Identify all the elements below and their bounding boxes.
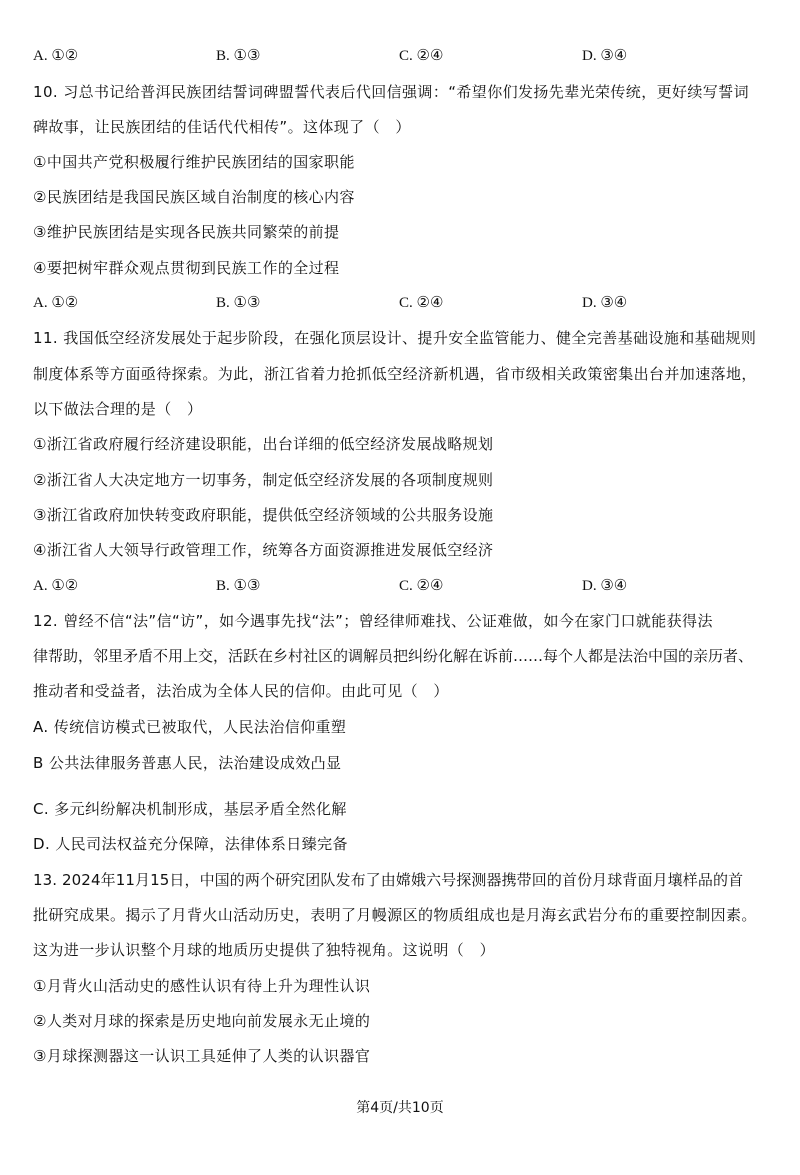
- q10-statement-2: ②民族团结是我国民族区域自治制度的核心内容: [33, 188, 355, 206]
- q13-stem-line: 这为进一步认识整个月球的地质历史提供了独特视角。这说明（ ）: [33, 941, 496, 959]
- q12-choice-a: A. 传统信访模式已被取代，人民法治信仰重塑: [33, 718, 347, 736]
- q12-stem-line: 律帮助，邻里矛盾不用上交，活跃在乡村社区的调解员把纠纷化解在诉前……每个人都是法治中国的亲历者、: [33, 647, 754, 665]
- q11-statement-4: ④浙江省人大领导行政管理工作，统筹各方面资源推进发展低空经济: [33, 541, 494, 559]
- q10-statement-4: ④要把树牢群众观点贯彻到民族工作的全过程: [33, 259, 340, 277]
- q10-option-a: A. ①②: [33, 295, 79, 311]
- q12-choice-c: C. 多元纠纷解决机制形成，基层矛盾全然化解: [33, 800, 347, 818]
- page-number-footer: 第4页/共10页: [356, 1100, 444, 1116]
- q11-statement-1: ①浙江省政府履行经济建设职能，出台详细的低空经济发展战略规划: [33, 435, 494, 453]
- q9-option-a: A. ①②: [33, 48, 79, 64]
- q10-statement-1: ①中国共产党积极履行维护民族团结的国家职能: [33, 153, 355, 171]
- q11-statement-3: ③浙江省政府加快转变政府职能，提供低空经济领域的公共服务设施: [33, 506, 494, 524]
- q12-stem-line: 12. 曾经不信“法”信“访”，如今遇事先找“法”；曾经律师难找、公证难做，如今在家门口就能获得法: [33, 612, 713, 630]
- q11-stem-line: 制度体系等方面亟待探索。为此，浙江省着力抢抓低空经济新机遇，省市级相关政策密集出台并加速落地，: [33, 365, 757, 383]
- q13-statement-2: ②人类对月球的探索是历史地向前发展永无止境的: [33, 1012, 371, 1030]
- q11-option-d: D. ③④: [582, 578, 628, 594]
- q10-option-c: C. ②④: [399, 295, 444, 311]
- q12-choice-d: D. 人民司法权益充分保障，法律体系日臻完备: [33, 835, 348, 853]
- q11-stem-line: 11. 我国低空经济发展处于起步阶段，在强化顶层设计、提升安全监管能力、健全完善基础设施和基础规则: [33, 329, 757, 347]
- q10-stem-line: 碑故事，让民族团结的佳话代代相传”。这体现了（ ）: [33, 118, 411, 136]
- q11-option-b: B. ①③: [216, 578, 261, 594]
- q11-option-c: C. ②④: [399, 578, 444, 594]
- q13-stem-line: 13. 2024年11月15日，中国的两个研究团队发布了由嫦娥六号探测器携带回的首份月球背面月壤样品的首: [33, 871, 744, 889]
- q11-statement-2: ②浙江省人大决定地方一切事务，制定低空经济发展的各项制度规则: [33, 471, 494, 489]
- q12-stem-line: 推动者和受益者，法治成为全体人民的信仰。由此可见（ ）: [33, 682, 449, 700]
- q11-stem-line: 以下做法合理的是（ ）: [33, 400, 203, 418]
- q9-option-d: D. ③④: [582, 48, 628, 64]
- q9-option-b: B. ①③: [216, 48, 261, 64]
- q10-stem-line: 10. 习总书记给普洱民族团结誓词碑盟誓代表后代回信强调：“希望你们发扬先辈光荣传统，更好续写誓词: [33, 83, 749, 101]
- q13-statement-1: ①月背火山活动史的感性认识有待上升为理性认识: [33, 977, 371, 995]
- q13-stem-line: 批研究成果。揭示了月背火山活动历史，表明了月幔源区的物质组成也是月海玄武岩分布的重要控制因素。: [33, 906, 757, 924]
- q10-option-b: B. ①③: [216, 295, 261, 311]
- q10-statement-3: ③维护民族团结是实现各民族共同繁荣的前提: [33, 223, 340, 241]
- q11-option-a: A. ①②: [33, 578, 79, 594]
- q9-option-c: C. ②④: [399, 48, 444, 64]
- q10-option-d: D. ③④: [582, 295, 628, 311]
- q13-statement-3: ③月球探测器这一认识工具延伸了人类的认识器官: [33, 1047, 371, 1065]
- q12-choice-b: B 公共法律服务普惠人民，法治建设成效凸显: [33, 754, 342, 772]
